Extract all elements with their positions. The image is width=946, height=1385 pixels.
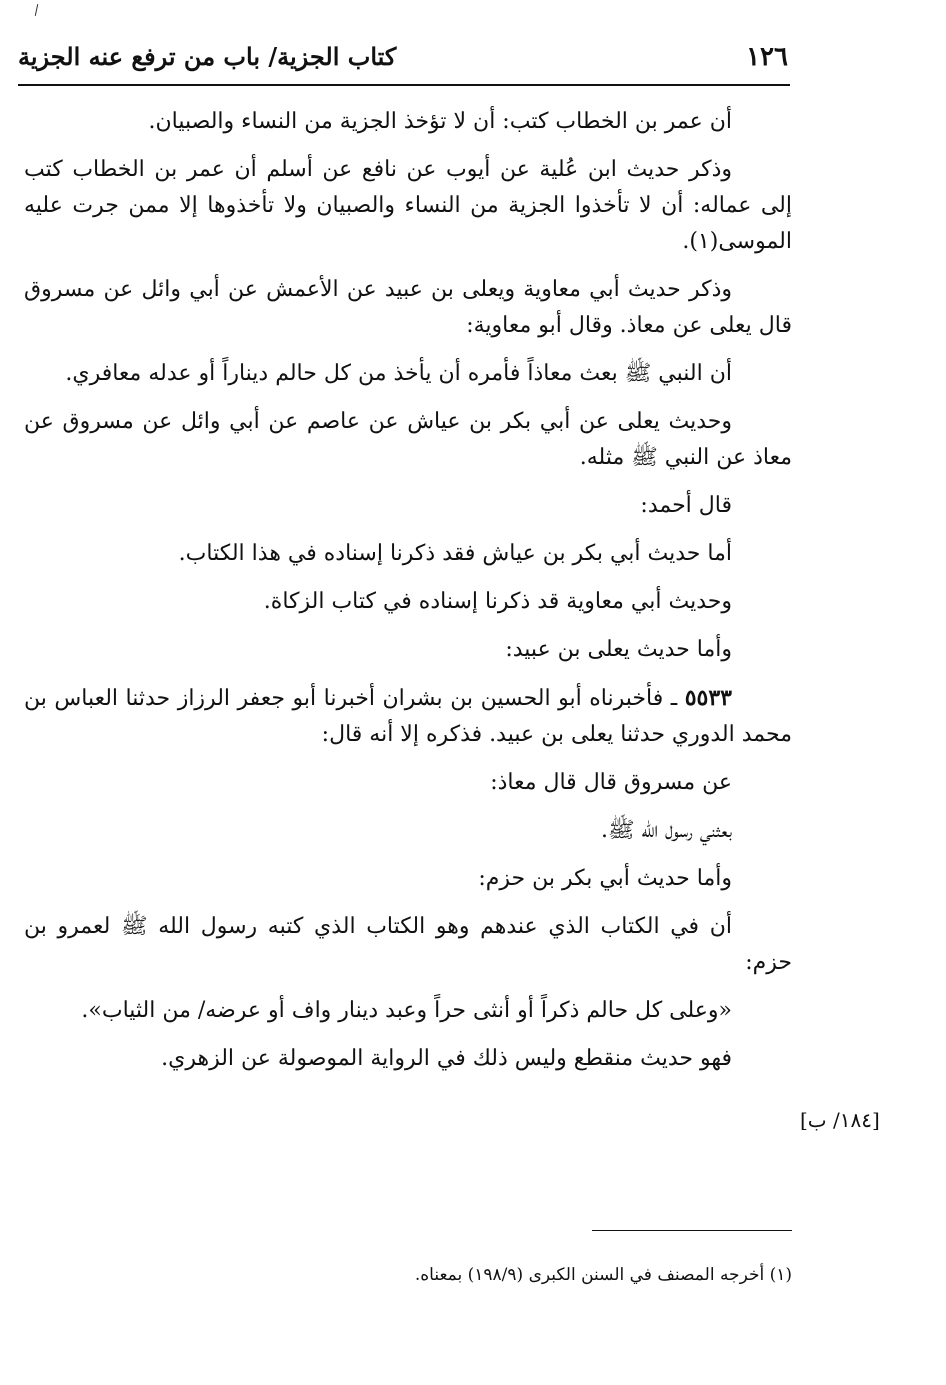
paragraph: وحديث يعلى عن أبي بكر بن عياش عن عاصم عن أبي وائل عن مسروق عن معاذ عن النبي ﷺ مثله. [24,409,792,470]
paragraph: وذكر حديث ابن عُلية عن أيوب عن نافع عن أسلم أن عمر بن الخطاب كتب إلى عماله: أن لا تأخذوا الجزية من النساء والصبيان ولا تأخذوها إلا ممن جرت عليه الموسى(١). [24,157,792,254]
paragraph: عن مسروق قال قال معاذ: [490,770,732,795]
footnote-rule [592,1230,792,1231]
paragraph: أن عمر بن الخطاب كتب: أن لا تؤخذ الجزية من النساء والصبيان. [148,109,732,134]
hadith-text: ـ فأخبرناه أبو الحسين بن بشران أخبرنا أبو جعفر الرزاز حدثنا العباس بن محمد الدوري حدثنا يعلى بن عبيد. فذكره إلا أنه قال: [24,686,792,747]
paragraph: بعثني رسول الله ﷺ. [600,818,732,843]
header-rule [18,84,790,86]
paragraph: وأما حديث يعلى بن عبيد: [505,637,732,662]
paragraph: وحديث أبي معاوية قد ذكرنا إسناده في كتاب الزكاة. [263,589,732,614]
manuscript-folio-marker: [١٨٤/ ب] [800,1108,880,1132]
quote-paragraph: أن النبي ﷺ بعث معاذاً فأمره أن يأخذ من كل حالم ديناراً أو عدله معافري. [65,361,732,386]
running-title: كتاب الجزية/ باب من ترفع عنه الجزية [18,42,397,71]
paragraph: وأما حديث أبي بكر بن حزم: [478,866,732,891]
paragraph: فهو حديث منقطع وليس ذلك في الرواية الموصولة عن الزهري. [161,1046,732,1071]
paragraph: وذكر حديث أبي معاوية ويعلى بن عبيد عن الأعمش عن أبي وائل عن مسروق قال يعلى عن معاذ. وقال أبو معاوية: [24,277,792,338]
hadith-number: ٥٥٣٣ [684,685,732,711]
hadith-paragraph [24,680,792,753]
paragraph: أن في الكتاب الذي عندهم وهو الكتاب الذي كتبه رسول الله ﷺ لعمرو بن حزم: [24,914,792,975]
quote-paragraph: «وعلى كل حالم ذكراً أو أنثى حراً وعبد دينار واف أو عرضه/ من الثياب». [81,998,732,1023]
page-header [18,38,788,80]
paragraph: قال أحمد: [640,493,732,518]
main-text [24,104,792,1089]
page-number: ١٢٦ [746,42,788,72]
scan-mark [35,4,38,16]
footnote: (١) أخرجه المصنف في السنن الكبرى (١٩٨/٩) بمعناه. [414,1265,792,1285]
paragraph: أما حديث أبي بكر بن عياش فقد ذكرنا إسناده في هذا الكتاب. [178,541,732,566]
